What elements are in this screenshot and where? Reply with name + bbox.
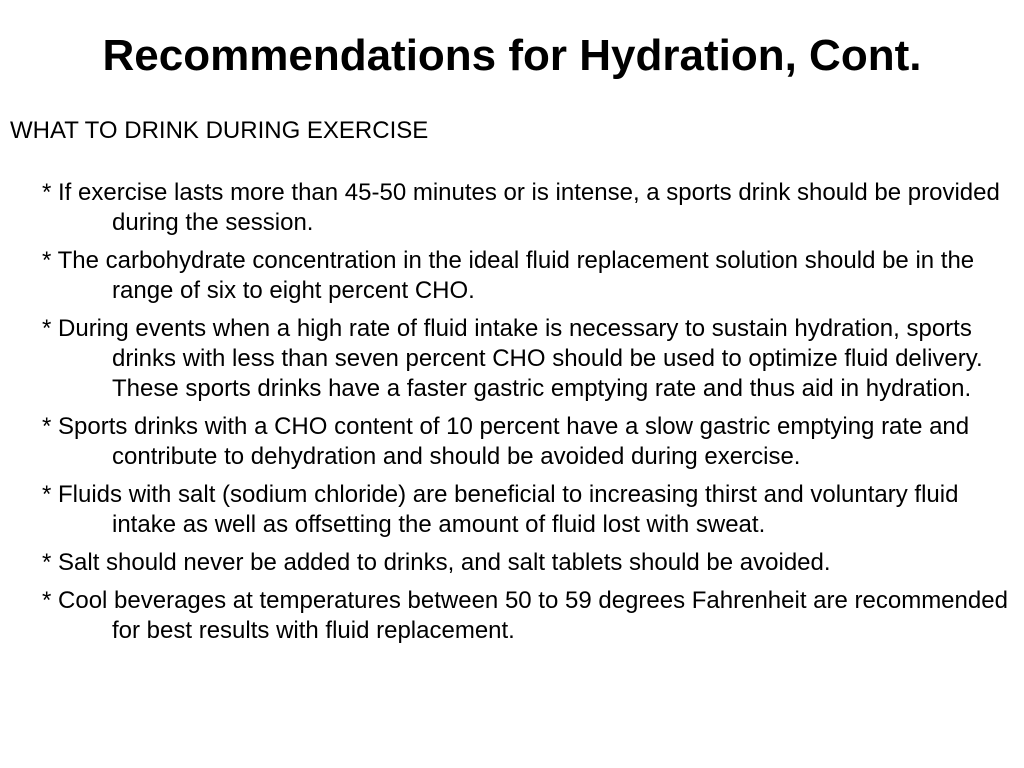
bullet-item: * Cool beverages at temperatures between 50 to 59 degrees Fahrenheit are recommended for best results with fluid replacement. <box>42 587 1008 644</box>
bullet-item: * If exercise lasts more than 45-50 minutes or is intense, a sports drink should be provided during the session. <box>42 179 1000 236</box>
bullet-item: * Sports drinks with a CHO content of 10 percent have a slow gastric emptying rate and contribute to dehydration and should be avoided during exercise. <box>42 413 970 470</box>
slide-title: Recommendations for Hydration, Cont. <box>102 31 922 80</box>
section-heading: WHAT TO DRINK DURING EXERCISE <box>10 117 429 144</box>
bullet-list <box>42 178 1012 654</box>
bullet-item: * Salt should never be added to drinks, and salt tablets should be avoided. <box>42 549 831 576</box>
bullet-item: * The carbohydrate concentration in the ideal fluid replacement solution should be in the range of six to eight percent CHO. <box>42 247 975 304</box>
bullet-item: * During events when a high rate of fluid intake is necessary to sustain hydration, sports drinks with less than seven percent CHO should be used to optimize fluid delivery. These sports drinks have a faster gastric emptying rate and thus aid in hydration. <box>42 315 983 402</box>
bullet-item: * Fluids with salt (sodium chloride) are beneficial to increasing thirst and voluntary fluid intake as well as offsetting the amount of fluid lost with sweat. <box>42 481 959 538</box>
